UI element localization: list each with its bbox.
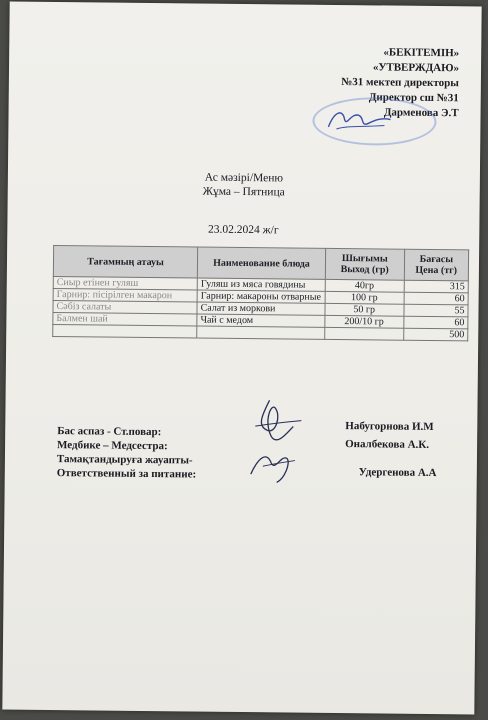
- dish-kz: Балмен шай: [53, 313, 197, 327]
- dish-output: 100 гр: [325, 291, 404, 304]
- dish-output: 50 гр: [325, 303, 404, 316]
- dish-output: 40гр: [325, 279, 404, 292]
- header-dish-kz: Тағамның атауы: [53, 246, 197, 279]
- dish-kz: Гарнир: пісірілген макарон: [53, 289, 197, 303]
- dish-price: 315: [404, 280, 469, 293]
- empty-cell: [197, 326, 325, 339]
- menu-title-line1: Ас мәзірі/Меню: [204, 171, 284, 185]
- document-page: [2, 2, 481, 715]
- dish-ru: Гарнир: макароны отварные: [197, 290, 325, 303]
- approval-director-name: Дарменова Э.Т: [383, 106, 459, 120]
- name-responsible: Удергенова А.А: [358, 466, 437, 480]
- role-responsible-kz: Тамақтандыруға жауапты-: [56, 453, 193, 467]
- dish-ru: Гуляш из мяса говядины: [197, 278, 325, 291]
- header-output: Шығымы Выход (гр): [325, 248, 404, 280]
- dish-price: 55: [404, 304, 469, 317]
- header-price: Бағасы Цена (тг): [404, 249, 469, 281]
- name-nurse: Оналбекова А.К.: [345, 438, 430, 451]
- empty-cell: [53, 325, 197, 339]
- dish-output: 200/10 гр: [325, 315, 404, 328]
- staff-names: [345, 417, 437, 482]
- menu-title: [8, 169, 480, 202]
- role-nurse: Медбике – Медсестра:: [57, 439, 168, 453]
- approval-ru: «УТВЕРЖДАЮ»: [372, 61, 460, 75]
- table-header-row: [53, 246, 468, 281]
- approval-kz: «БЕКІТЕМІН»: [383, 46, 460, 60]
- dish-price: 60: [403, 316, 468, 329]
- approval-position-kz: №31 мектеп директоры: [341, 76, 459, 90]
- dish-ru: Чай с медом: [197, 314, 325, 327]
- role-cook: Бас аспаз - Ст.повар:: [57, 425, 162, 439]
- dish-ru: Салат из моркови: [197, 302, 325, 315]
- menu-table: [52, 245, 469, 341]
- role-responsible-ru: Ответственный за питание:: [56, 467, 197, 481]
- menu-date: 23.02.2024 ж/г: [208, 223, 279, 237]
- name-cook: Набугорнова И.М: [345, 420, 434, 434]
- staff-signatures: [241, 396, 312, 487]
- approval-position-ru: Директор сш №31: [368, 91, 459, 105]
- total-price: 500: [403, 328, 468, 341]
- director-signature: [324, 105, 394, 136]
- dish-kz: Сәбіз салаты: [53, 301, 197, 315]
- dish-kz: Сиыр етінен гуляш: [53, 277, 197, 291]
- dish-price: 60: [404, 292, 469, 305]
- empty-cell: [325, 327, 404, 340]
- menu-title-line2: Жұма – Пятница: [202, 185, 285, 199]
- header-dish-ru: Наименование блюда: [197, 247, 325, 279]
- staff-roles: [57, 424, 197, 481]
